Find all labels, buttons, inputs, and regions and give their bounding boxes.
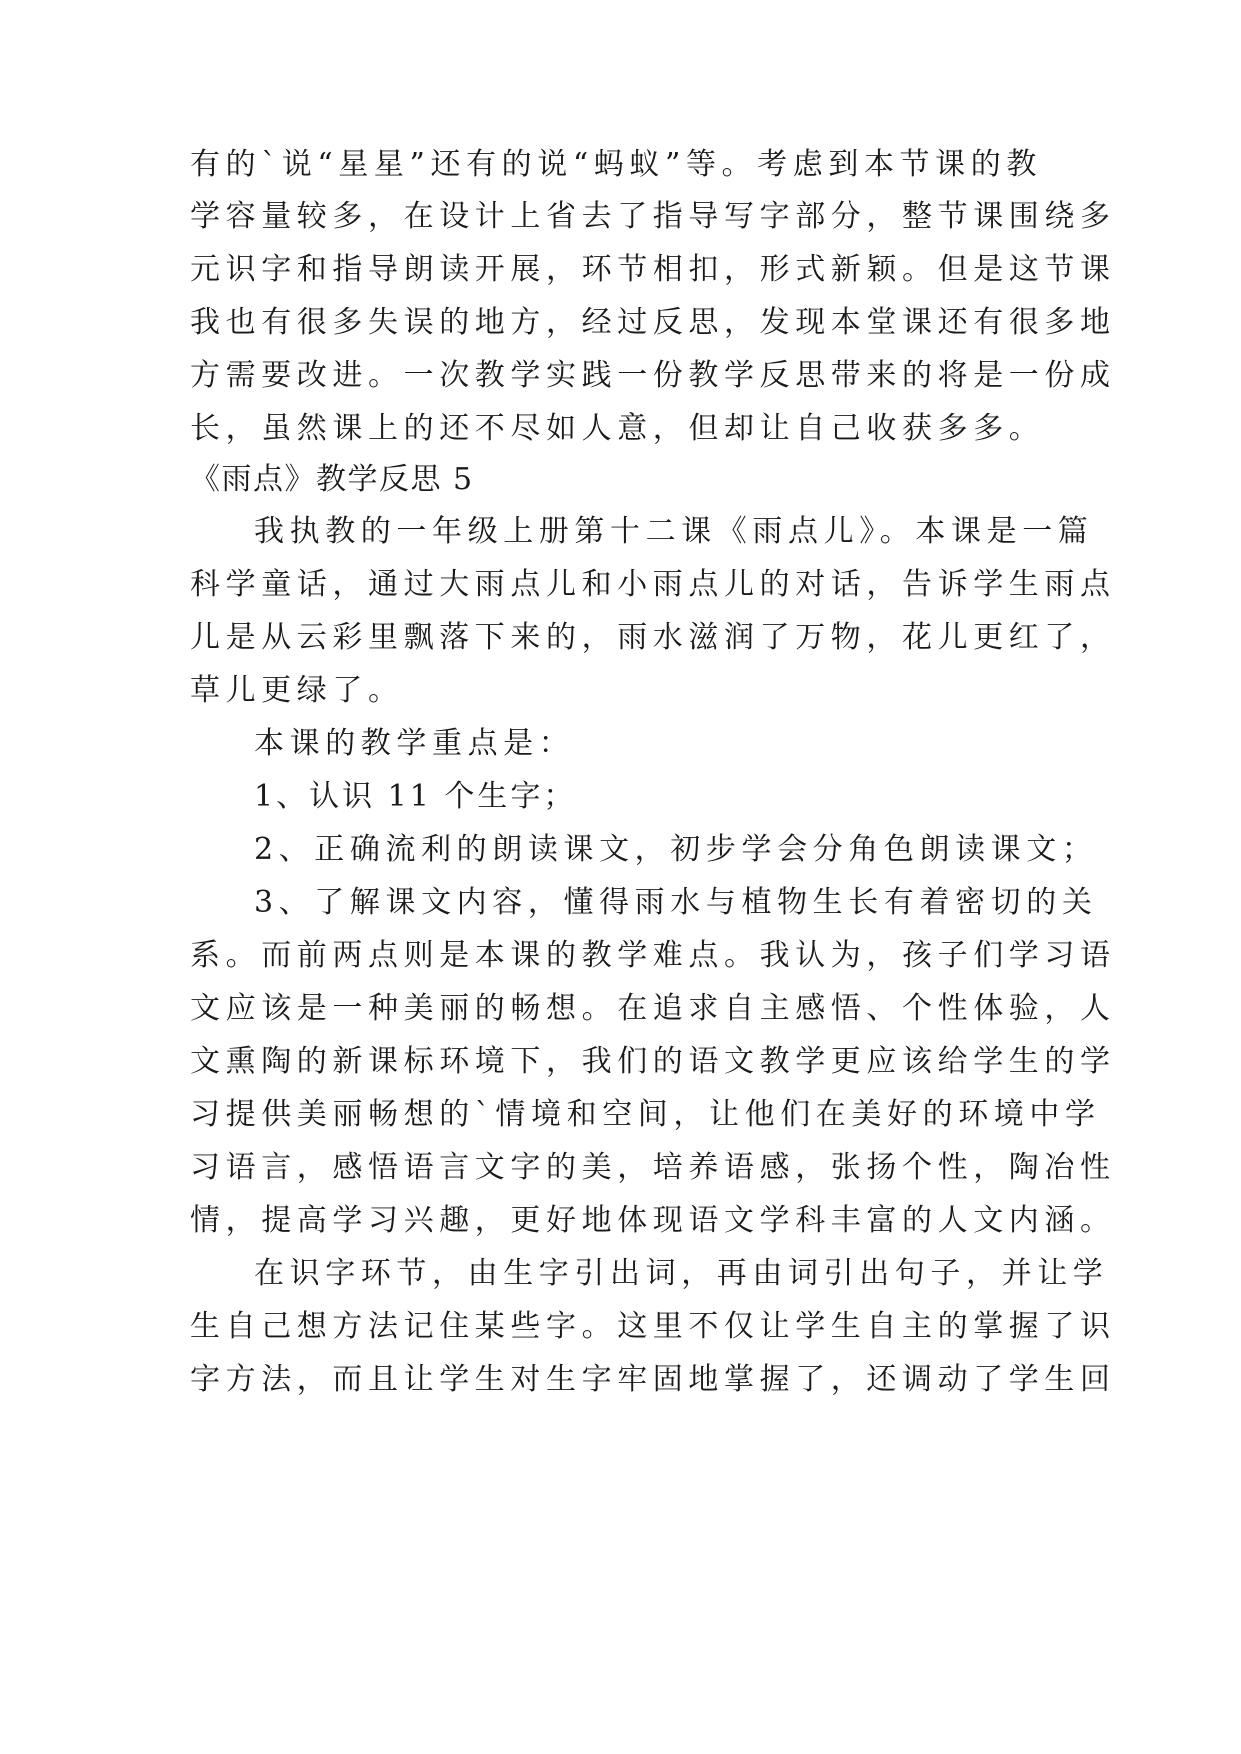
- text-line: 在识字环节，由生字引出词，再由词引出句子，并让学: [254, 1256, 1109, 1291]
- text-line: 习语言，感悟语言文字的美，培养语感，张扬个性，陶冶性: [190, 1150, 1116, 1185]
- text-line: 生自己想方法记住某些字。这里不仅让学生自主的掌握了识: [190, 1309, 1116, 1344]
- list-item: 3、了解课文内容，懂得雨水与植物生长有着密切的关: [254, 885, 1098, 920]
- text-line: 儿是从云彩里飘落下来的，雨水滋润了万物，花儿更红了，: [190, 620, 1116, 655]
- text-line: 习提供美丽畅想的`情境和空间，让他们在美好的环境中学: [190, 1097, 1101, 1132]
- text-line: 系。而前两点则是本课的教学难点。我认为，孩子们学习语: [190, 938, 1116, 973]
- text-line: 方需要改进。一次教学实践一份教学反思带来的将是一份成: [190, 358, 1116, 393]
- text-line: 情，提高学习兴趣，更好地体现语文学科丰富的人文内涵。: [190, 1203, 1116, 1238]
- text-line: 草儿更绿了。: [190, 673, 404, 708]
- text-line: 元识字和指导朗读开展，环节相扣，形式新颖。但是这节课: [190, 252, 1116, 287]
- text-line: 长，虽然课上的还不尽如人意，但却让自己收获多多。: [190, 411, 1045, 446]
- text-line: 有的`说“星星”还有的说“蚂蚁”等。考虑到本节课的教: [190, 147, 1042, 182]
- document-page: [190, 0, 1116, 1754]
- text-line: 文应该是一种美丽的畅想。在追求自主感悟、个性体验，人: [190, 991, 1116, 1026]
- text-line: 本课的教学重点是：: [254, 726, 575, 761]
- text-line: 我也有很多失误的地方，经过反思，发现本堂课还有很多地: [190, 305, 1116, 340]
- text-line: 科学童话，通过大雨点儿和小雨点儿的对话，告诉学生雨点: [190, 567, 1116, 602]
- text-line: 学容量较多，在设计上省去了指导写字部分，整节课围绕多: [190, 199, 1116, 234]
- text-line: 我执教的一年级上册第十二课《雨点儿》。本课是一篇: [254, 514, 1094, 549]
- text-line: 文熏陶的新课标环境下，我们的语文教学更应该给学生的学: [190, 1044, 1116, 1079]
- list-item: 2、正确流利的朗读课文，初步学会分角色朗读课文；: [254, 832, 1098, 867]
- list-item: 1、认识 11 个生字；: [254, 779, 577, 814]
- text-line: 字方法，而且让学生对生字牢固地掌握了，还调动了学生回: [190, 1362, 1116, 1397]
- section-heading: 《雨点》教学反思 5: [190, 462, 474, 497]
